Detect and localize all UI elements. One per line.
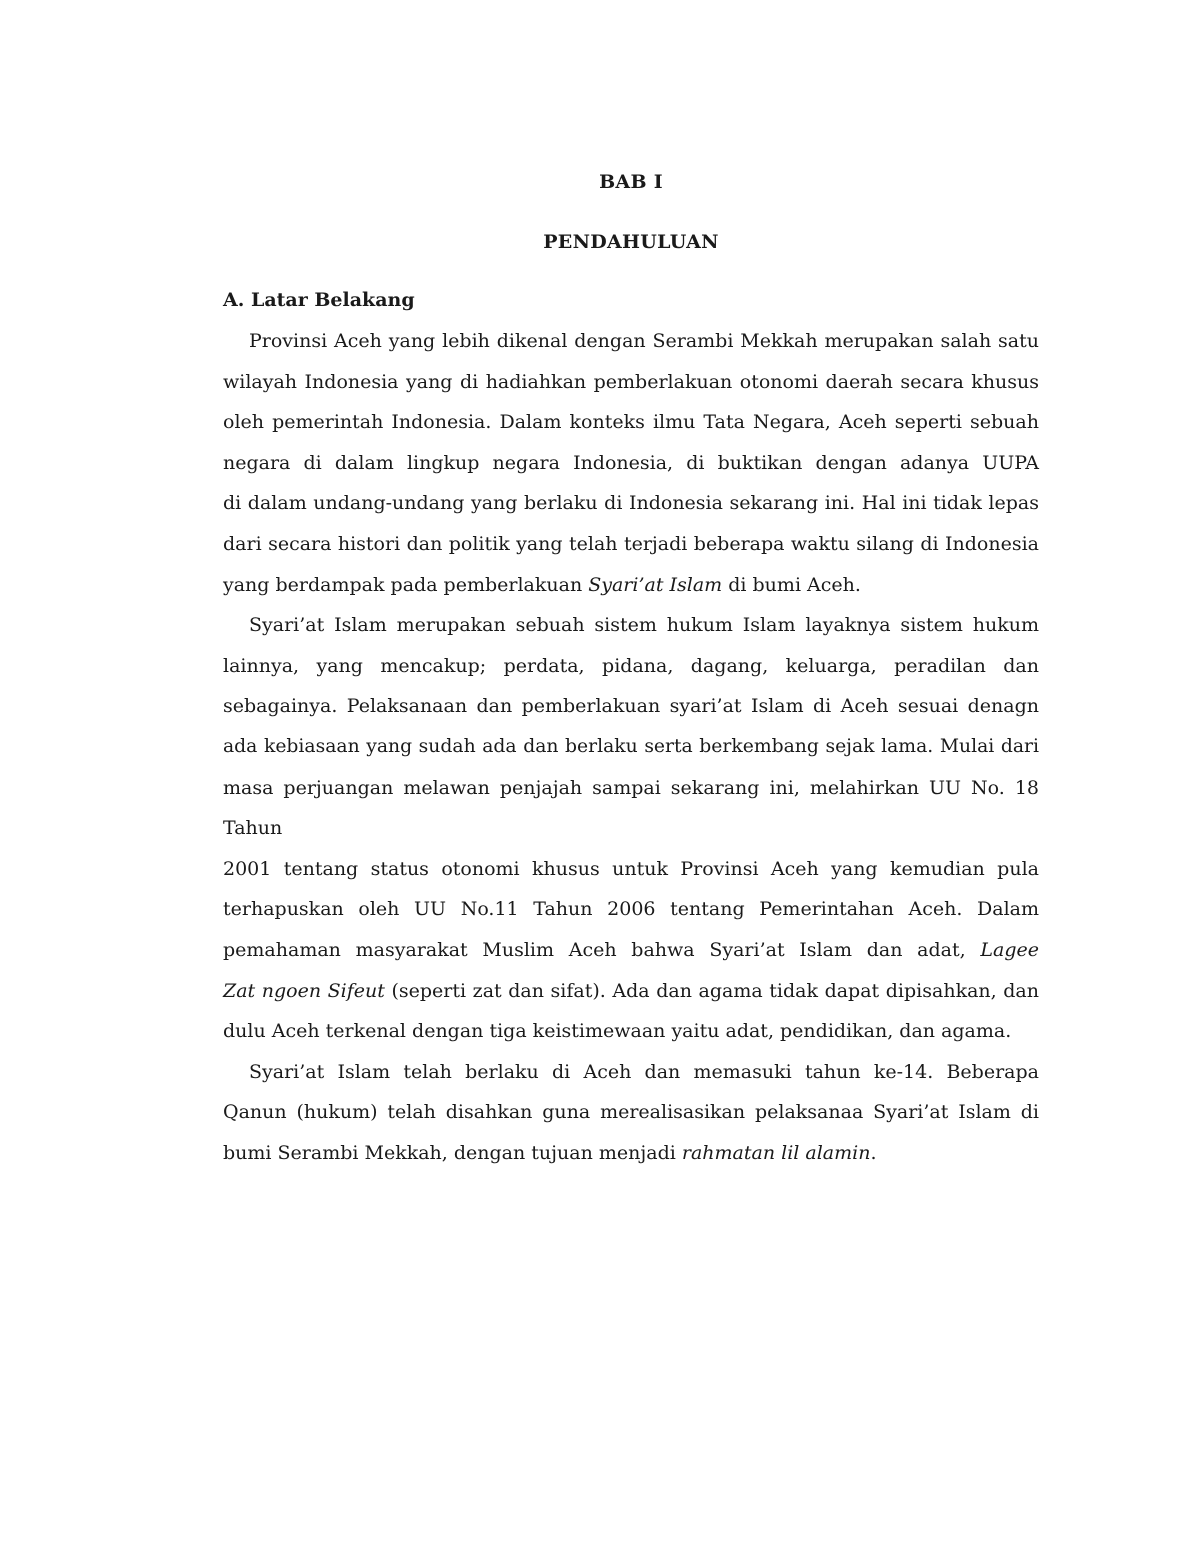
text-run: bumi Serambi Mekkah, dengan tujuan menjadi bbox=[223, 1141, 682, 1164]
page-content bbox=[223, 167, 1039, 1173]
paragraph-1 bbox=[223, 321, 1039, 605]
paragraph-line: 2001 tentang status otonomi khusus untuk Provinsi Aceh yang kemudian pula bbox=[223, 857, 1039, 880]
paragraph-3 bbox=[223, 1052, 1039, 1174]
section-heading: A. Latar Belakang bbox=[223, 289, 415, 311]
paragraph-line: negara di dalam lingkup negara Indonesia, di buktikan dengan adanya UUPA bbox=[223, 451, 1039, 474]
paragraph-line: wilayah Indonesia yang di hadiahkan pemberlakuan otonomi daerah secara khusus bbox=[223, 370, 1039, 393]
italic-term: Syari’at Islam bbox=[588, 573, 723, 596]
paragraph-line: lainnya, yang mencakup; perdata, pidana, dagang, keluarga, peradilan dan bbox=[223, 654, 1039, 677]
paragraph-line: dulu Aceh terkenal dengan tiga keistimewaan yaitu adat, pendidikan, dan agama. bbox=[223, 1020, 1012, 1043]
chapter-label: BAB I bbox=[599, 171, 663, 193]
paragraph-line: Tahun bbox=[223, 817, 283, 840]
paragraph-line: Qanun (hukum) telah disahkan guna merealisasikan pelaksanaa Syari’at Islam di bbox=[223, 1101, 1039, 1124]
paragraph-line bbox=[223, 1133, 1039, 1174]
paragraph-line bbox=[223, 930, 1039, 971]
paragraph-line: Syari’at Islam telah berlaku di Aceh dan memasuki tahun ke-14. Beberapa bbox=[249, 1060, 1039, 1083]
paragraph-line: terhapuskan oleh UU No.11 Tahun 2006 tentang Pemerintahan Aceh. Dalam bbox=[223, 898, 1039, 921]
paragraph-line: oleh pemerintah Indonesia. Dalam konteks ilmu Tata Negara, Aceh seperti sebuah bbox=[223, 411, 1039, 434]
text-run: yang berdampak pada pemberlakuan bbox=[223, 573, 589, 596]
paragraph-line: ada kebiasaan yang sudah ada dan berlaku serta berkembang sejak lama. Mulai dari bbox=[223, 735, 1039, 757]
italic-term: Zat ngoen Sifeut bbox=[223, 979, 385, 1002]
paragraph-2 bbox=[223, 605, 1039, 1052]
paragraph-line: Provinsi Aceh yang lebih dikenal dengan Serambi Mekkah merupakan salah satu bbox=[249, 330, 1039, 352]
chapter-title: PENDAHULUAN bbox=[543, 231, 719, 253]
text-run: di bumi Aceh. bbox=[722, 573, 861, 596]
paragraph-line: di dalam undang-undang yang berlaku di Indonesia sekarang ini. Hal ini tidak lepas bbox=[223, 492, 1039, 515]
italic-term: rahmatan lil alamin bbox=[681, 1141, 871, 1164]
paragraph-line: dari secara histori dan politik yang telah terjadi beberapa waktu silang di Indonesia bbox=[223, 532, 1039, 555]
text-run: (seperti zat dan sifat). Ada dan agama tidak dapat dipisahkan, dan bbox=[384, 979, 1039, 1002]
text-run: . bbox=[870, 1141, 877, 1164]
paragraph-line: sebagainya. Pelaksanaan dan pemberlakuan syari’at Islam di Aceh sesuai denagn bbox=[223, 695, 1039, 718]
paragraph-line: Syari’at Islam merupakan sebuah sistem hukum Islam layaknya sistem hukum bbox=[249, 614, 1039, 637]
paragraph-line bbox=[223, 565, 1039, 606]
text-run: pemahaman masyarakat Muslim Aceh bahwa Syari’at Islam dan adat, bbox=[223, 938, 981, 961]
paragraph-line: masa perjuangan melawan penjajah sampai sekarang ini, melahirkan UU No. 18 bbox=[223, 776, 1039, 799]
italic-term: Lagee bbox=[980, 938, 1039, 961]
paragraph-line bbox=[223, 971, 1039, 1012]
